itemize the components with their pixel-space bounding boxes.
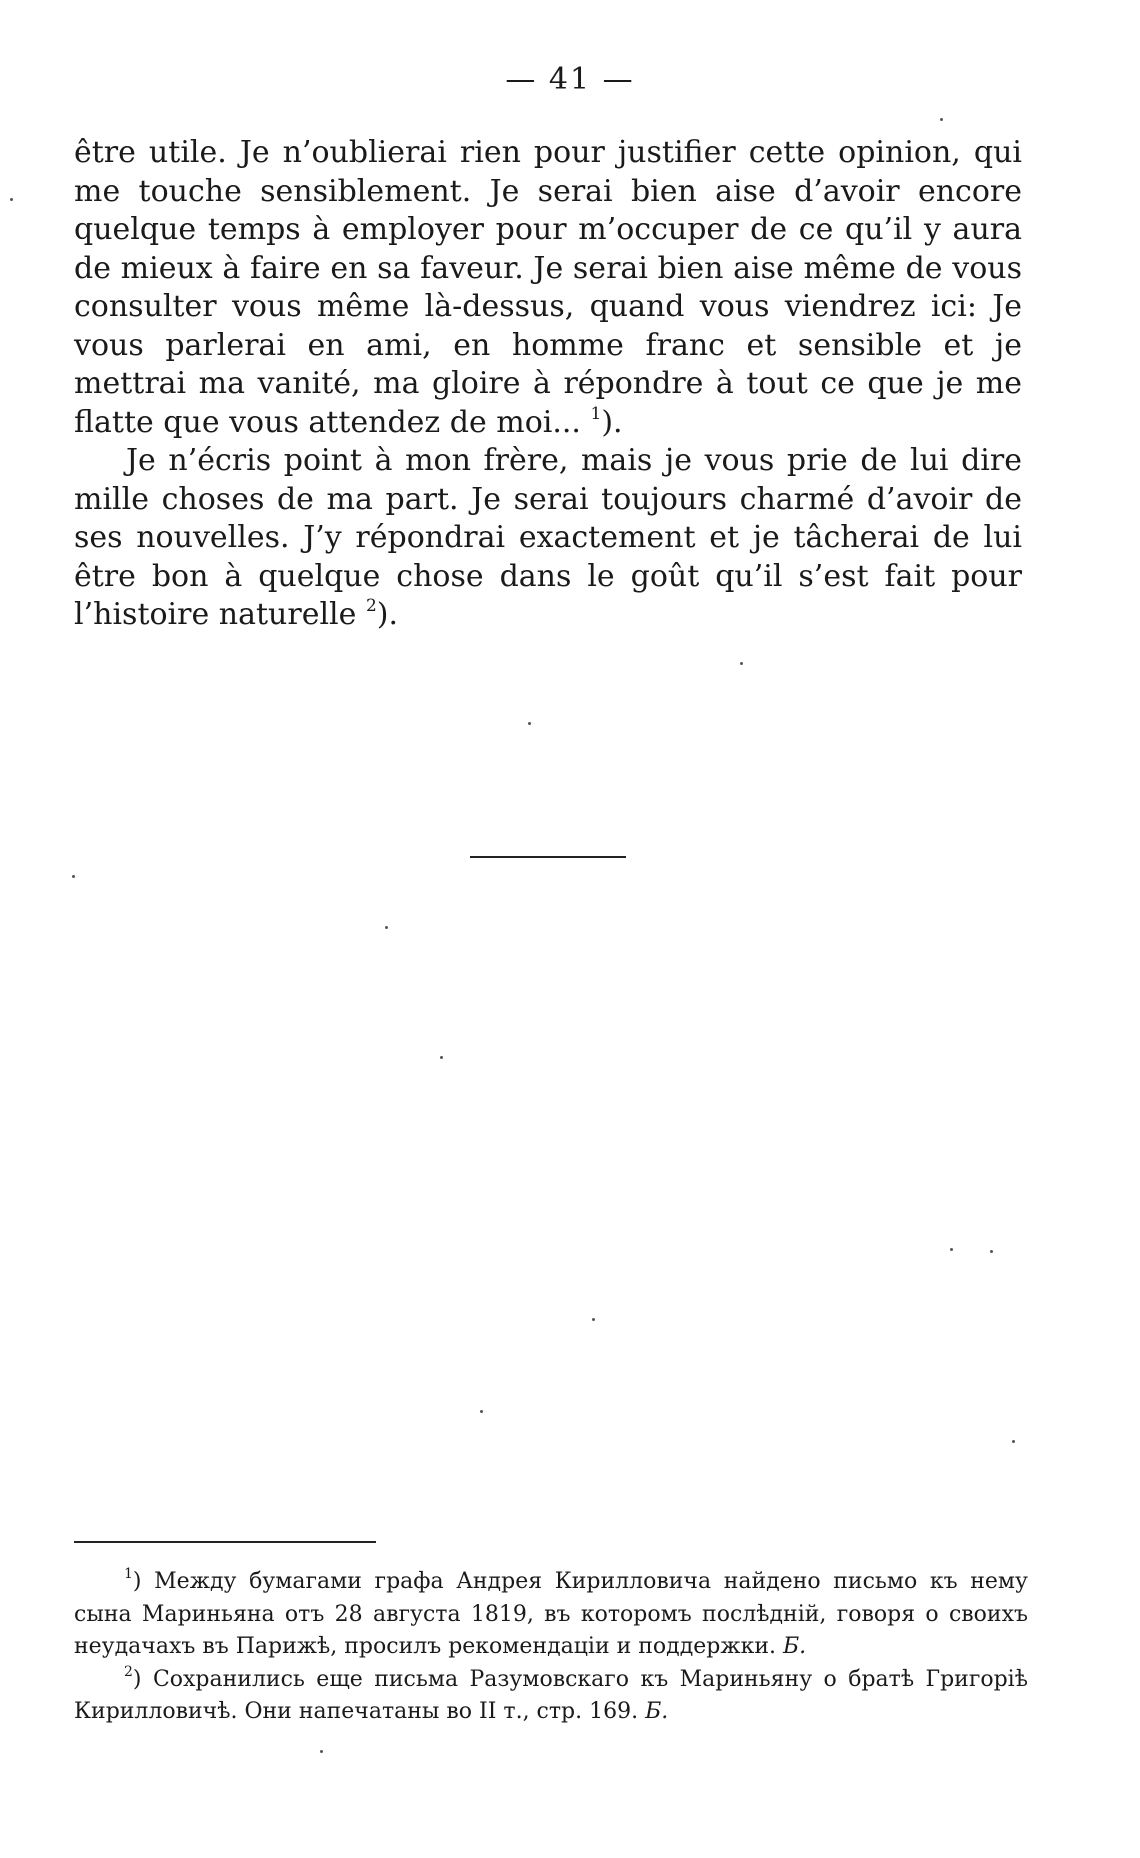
- scan-speck: [440, 1056, 443, 1059]
- scan-speck: [480, 1410, 483, 1413]
- paragraph-2: [74, 442, 1022, 635]
- footnote-1-signature: Б.: [783, 1634, 807, 1659]
- scan-speck: [528, 722, 531, 725]
- section-divider: [470, 856, 626, 858]
- footnote-rule: [74, 1541, 376, 1543]
- paragraph-1: [74, 134, 1022, 442]
- footnote-2: [74, 1664, 1028, 1729]
- scan-speck: [320, 1750, 323, 1753]
- footnote-2-signature: Б.: [645, 1699, 669, 1724]
- page-number: — 41 —: [505, 62, 635, 97]
- footnote-1: [74, 1566, 1028, 1664]
- footnote-2-text: Сохранились еще письма Разумовскаго къ Мариньяну о братѣ Григоріѣ Кирилловичѣ. Они напечатаны во II т., стр. 169.: [74, 1666, 1028, 1724]
- scan-speck: [950, 1248, 953, 1251]
- footnote-1-close: ): [132, 1569, 142, 1594]
- footnote-1-marker: 1: [124, 1566, 133, 1582]
- paragraph-1-tail: ).: [601, 404, 623, 440]
- footnote-2-marker: 2: [124, 1663, 133, 1680]
- main-text: [74, 134, 1022, 635]
- scan-speck: [72, 875, 75, 878]
- footnote-1-text: Между бумагами графа Андрея Кирилловича найдено письмо къ нему сына Мариньяна отъ 28 августа 1819, въ которомъ послѣдній, говоря о своихъ неудачахъ въ Парижѣ, просилъ рекомендаціи и поддержки.: [74, 1569, 1028, 1659]
- scan-speck: [990, 1250, 993, 1253]
- scan-speck: [1012, 1440, 1015, 1443]
- footnote-2-close: ): [132, 1666, 142, 1692]
- scan-speck: [10, 198, 13, 201]
- footnotes: [74, 1566, 1028, 1729]
- paragraph-2-text: Je n’écris point à mon frère, mais je vous prie de lui dire mille choses de ma part. Je serai toujours charmé d’avoir de ses nouvelles. J’y répondrai exactement et je tâcherai de lui être bon à quelque chose dans le goût qu’il s’est fait pour l’histoire naturelle: [74, 443, 1022, 632]
- scan-speck: [940, 118, 943, 121]
- paragraph-1-text: être utile. Je n’oublierai rien pour justifier cette opinion, qui me touche sensiblement. Je serai bien aise d’avoir encore quelque temps à employer pour m’occuper de ce qu’il y aura de mieux à faire en sa faveur. Je serai bien aise même de vous consulter vous même là-dessus, quand vous viendrez ici: Je vous parlerai en ami, en homme franc et sensible et je mettrai ma vanité, ma gloire à répondre à tout ce que je me flatte que vous attendez de moi...: [74, 135, 1022, 440]
- scan-speck: [385, 926, 388, 929]
- scan-speck: [592, 1318, 595, 1321]
- paragraph-2-tail: ).: [376, 597, 399, 632]
- footnote-ref-1[interactable]: 1: [590, 403, 602, 424]
- scan-speck: [740, 662, 743, 665]
- footnote-ref-2[interactable]: 2: [365, 596, 377, 616]
